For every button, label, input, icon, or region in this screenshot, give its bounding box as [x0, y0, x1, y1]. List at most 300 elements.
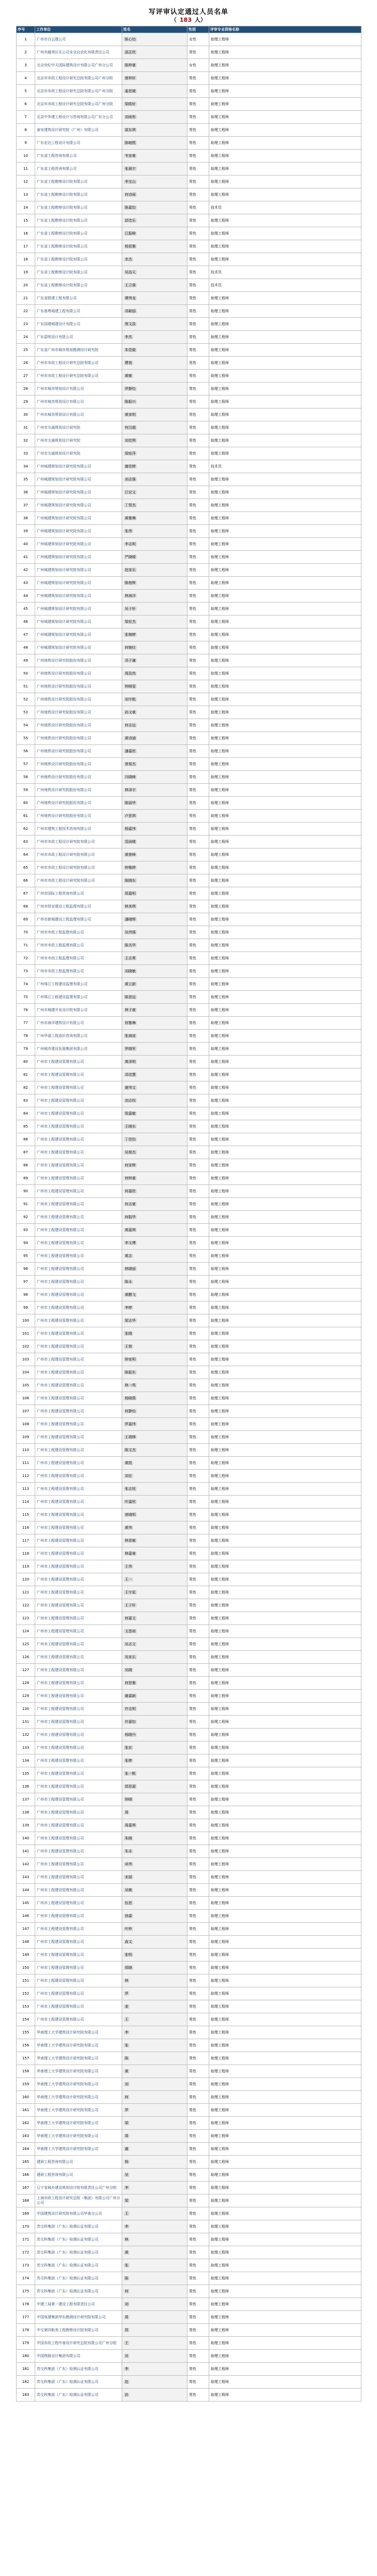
- person-name: 郑思源: [125, 1784, 136, 1789]
- person-name: 周浩然: [125, 671, 136, 676]
- cell-index: 144: [17, 1884, 35, 1897]
- cell-name: [122, 1483, 187, 1496]
- person-name: 李: [125, 2030, 128, 2035]
- person-name: 黄鹏飞: [125, 1292, 136, 1297]
- cell-index: 127: [17, 1664, 35, 1677]
- table-row: [17, 900, 361, 913]
- person-name: 王志勇: [125, 956, 136, 960]
- cell-index: 140: [17, 1832, 35, 1845]
- cell-index: 145: [17, 1897, 35, 1910]
- cell-qualification: 助理工程师: [209, 1819, 361, 1832]
- cell-unit: 广州市海洋建筑设计有限公司: [35, 1017, 122, 1030]
- cell-qualification: 助理工程师: [209, 745, 361, 758]
- cell-unit: 广东省工程咨询有限公司: [35, 163, 122, 175]
- cell-unit: 广州城建规划设计研究院有限公司: [35, 590, 122, 603]
- cell-unit: 广东省工程勘察设计院有限公司: [35, 188, 122, 201]
- cell-qualification: 助理工程师: [209, 292, 361, 305]
- cell-qualification: 助理工程师: [209, 85, 361, 98]
- table-row: [17, 1004, 361, 1017]
- cell-gender: 男性: [187, 2117, 209, 2130]
- person-name: 黄志: [125, 1253, 132, 1258]
- cell-gender: 男性: [187, 2013, 209, 2026]
- cell-qualification: 助理工程师: [209, 1418, 361, 1431]
- cell-unit: 广州市交通规划设计研究院: [35, 421, 122, 434]
- cell-index: 30: [17, 408, 35, 421]
- person-name: 林: [125, 1978, 128, 1983]
- cell-qualification: 技术员: [209, 266, 361, 279]
- cell-qualification: 助理工程师: [209, 1470, 361, 1483]
- table-row: [17, 861, 361, 874]
- cell-gender: 女性: [187, 33, 209, 46]
- cell-name: [122, 2259, 187, 2272]
- cell-name: [122, 137, 187, 150]
- person-name: 何: [125, 2289, 128, 2293]
- cell-unit: 中国市政工程中南设计研究总院有限公司广州分院: [35, 2337, 122, 2350]
- table-row: [17, 1483, 361, 1496]
- cell-index: 6: [17, 98, 35, 111]
- cell-name: [122, 1263, 187, 1276]
- cell-name: [122, 33, 187, 46]
- cell-gender: 男性: [187, 1431, 209, 1444]
- table-row: [17, 2350, 361, 2363]
- cell-qualification: 助理工程师: [209, 577, 361, 590]
- person-name: 黄伟: [125, 1525, 132, 1530]
- cell-name: [122, 978, 187, 991]
- cell-name: [122, 1547, 187, 1560]
- cell-gender: 男性: [187, 2104, 209, 2117]
- cell-qualification: 助理工程师: [209, 900, 361, 913]
- table-row: [17, 2298, 361, 2311]
- table-row: [17, 447, 361, 460]
- table-row: [17, 1664, 361, 1677]
- cell-qualification: 助理工程师: [209, 1172, 361, 1185]
- person-name: 吴俊杰: [125, 1150, 136, 1154]
- person-name: 黄立新: [125, 982, 136, 986]
- table-row: [17, 1418, 361, 1431]
- cell-unit: 广州市交通规划设计研究院: [35, 447, 122, 460]
- cell-gender: 男性: [187, 499, 209, 512]
- cell-unit: 广州华福工程造价咨询有限公司: [35, 1030, 122, 1043]
- cell-gender: 男性: [187, 1146, 209, 1159]
- person-name: 谢伟文: [125, 1085, 136, 1090]
- person-name: 杨晓丹: [125, 1732, 136, 1737]
- cell-index: 8: [17, 124, 35, 137]
- cell-name: [122, 214, 187, 227]
- table-row: [17, 1625, 361, 1638]
- cell-qualification: 助理工程师: [209, 1858, 361, 1871]
- table-row: [17, 499, 361, 512]
- roster-body: [17, 33, 361, 2402]
- cell-qualification: 助理工程师: [209, 1690, 361, 1703]
- cell-name: [122, 1599, 187, 1612]
- table-row: [17, 1431, 361, 1444]
- cell-name: [122, 1094, 187, 1107]
- cell-index: 157: [17, 2052, 35, 2065]
- person-name: 林一鸣: [125, 1383, 136, 1387]
- cell-name: [122, 1612, 187, 1625]
- person-name: 王: [125, 2017, 128, 2022]
- cell-name: [122, 227, 187, 240]
- cell-gender: 男性: [187, 1509, 209, 1521]
- cell-name: [122, 512, 187, 525]
- cell-unit: 广州市建筑工程技术咨询有限公司: [35, 823, 122, 836]
- cell-unit: 广州市工程建设管理有限公司: [35, 1832, 122, 1845]
- cell-gender: 男性: [187, 383, 209, 396]
- table-row: [17, 2117, 361, 2130]
- cell-index: 179: [17, 2337, 35, 2350]
- table-row: [17, 1379, 361, 1392]
- cell-qualification: 助理工程师: [209, 551, 361, 564]
- cell-name: [122, 1017, 187, 1030]
- cell-qualification: 助理工程师: [209, 848, 361, 861]
- person-name: 陈嘉怡: [125, 205, 136, 210]
- cell-qualification: 助理工程师: [209, 1030, 361, 1043]
- cell-index: 129: [17, 1690, 35, 1703]
- cell-gender: 男性: [187, 2311, 209, 2324]
- cell-index: 87: [17, 1146, 35, 1159]
- person-name: 黄敏: [125, 373, 132, 378]
- cell-gender: 男性: [187, 201, 209, 214]
- table-row: [17, 1496, 361, 1509]
- cell-qualification: 助理工程师: [209, 383, 361, 396]
- cell-unit: 广州地铁设计研究院股份有限公司: [35, 771, 122, 784]
- cell-name: [122, 1845, 187, 1858]
- cell-gender: 男性: [187, 2143, 209, 2156]
- cell-gender: 男性: [187, 1237, 209, 1250]
- cell-unit: 华南理工大学建筑设计研究院有限公司: [35, 2091, 122, 2104]
- table-row: [17, 2169, 361, 2182]
- cell-gender: 男性: [187, 46, 209, 59]
- cell-index: 88: [17, 1159, 35, 1172]
- person-name: 王立强: [125, 283, 136, 287]
- cell-name: [122, 2337, 187, 2350]
- cell-qualification: 助理工程师: [209, 1483, 361, 1496]
- cell-index: 25: [17, 344, 35, 357]
- cell-unit: 广州城建规划设计研究院有限公司: [35, 538, 122, 551]
- cell-gender: 男性: [187, 913, 209, 926]
- cell-unit: 广州市工程建设管理有限公司: [35, 1444, 122, 1457]
- cell-gender: 男性: [187, 1185, 209, 1198]
- cell-gender: 男性: [187, 1224, 209, 1237]
- table-row: [17, 85, 361, 98]
- table-row: [17, 1250, 361, 1263]
- cell-gender: 男性: [187, 1340, 209, 1353]
- person-name: 曾俊杰: [125, 762, 136, 766]
- person-name: 陈: [125, 2276, 128, 2280]
- cell-index: 118: [17, 1547, 35, 1560]
- table-row: [17, 874, 361, 887]
- person-name: 吴志文: [125, 1642, 136, 1646]
- cell-unit: 广州城建规划设计研究院有限公司: [35, 577, 122, 590]
- cell-unit: 广州市工程建设管理有限公司: [35, 1936, 122, 1949]
- person-name: 何嘉文: [125, 1616, 136, 1620]
- cell-qualification: 助理工程师: [209, 823, 361, 836]
- table-row: [17, 2285, 361, 2298]
- cell-index: 159: [17, 2078, 35, 2091]
- table-row: [17, 667, 361, 680]
- table-row: [17, 551, 361, 564]
- table-row: [17, 1263, 361, 1276]
- cell-name: [122, 654, 187, 667]
- cell-name: [122, 680, 187, 693]
- cell-index: 37: [17, 499, 35, 512]
- cell-unit: 建研工程咨询有限公司: [35, 2169, 122, 2182]
- cell-index: 95: [17, 1250, 35, 1263]
- cell-name: [122, 1690, 187, 1703]
- person-name: 陈振东: [125, 1370, 136, 1374]
- cell-qualification: 助理工程师: [209, 1897, 361, 1910]
- cell-index: 36: [17, 486, 35, 499]
- cell-index: 111: [17, 1457, 35, 1470]
- table-row: [17, 1405, 361, 1418]
- cell-index: 83: [17, 1094, 35, 1107]
- cell-name: [122, 2130, 187, 2143]
- cell-unit: 广东省工程勘察设计院有限公司: [35, 175, 122, 188]
- cell-qualification: 助理工程师: [209, 1056, 361, 1069]
- cell-name: [122, 1470, 187, 1483]
- cell-qualification: 助理工程师: [209, 150, 361, 163]
- cell-qualification: 助理工程师: [209, 1250, 361, 1263]
- cell-index: 146: [17, 1910, 35, 1923]
- table-row: [17, 1547, 361, 1560]
- person-name: 张海波: [125, 1033, 136, 1038]
- cell-name: [122, 1819, 187, 1832]
- cell-gender: 男性: [187, 1767, 209, 1780]
- cell-qualification: 助理工程师: [209, 1301, 361, 1314]
- cell-name: [122, 628, 187, 641]
- table-row: [17, 2389, 361, 2402]
- table-row: [17, 1224, 361, 1237]
- cell-index: 75: [17, 991, 35, 1004]
- cell-gender: 男性: [187, 421, 209, 434]
- person-name: 蔡文浩: [125, 321, 136, 326]
- table-row: [17, 1910, 361, 1923]
- person-name: 潘嘉欣: [125, 749, 136, 753]
- cell-gender: 男性: [187, 823, 209, 836]
- cell-gender: 男性: [187, 952, 209, 965]
- cell-unit: 泰安建筑设计研究院（广州）有限公司: [35, 124, 122, 137]
- cell-unit: 北京市市政工程设计研究总院有限公司广州分院: [35, 72, 122, 85]
- cell-unit: 广州市城市规划设计有限公司: [35, 383, 122, 396]
- cell-name: [122, 2078, 187, 2091]
- cell-qualification: 助理工程师: [209, 836, 361, 848]
- person-name: 林美琪: [125, 904, 136, 909]
- cell-unit: 广州市工程建设管理有限公司: [35, 1664, 122, 1677]
- cell-name: [122, 2039, 187, 2052]
- cell-gender: 男性: [187, 85, 209, 98]
- cell-unit: 中国电建集团华东勘测设计研究院有限公司: [35, 2311, 122, 2324]
- cell-gender: 男性: [187, 1987, 209, 2000]
- cell-gender: 男性: [187, 1741, 209, 1754]
- cell-index: 79: [17, 1043, 35, 1056]
- cell-gender: 男性: [187, 1444, 209, 1457]
- cell-gender: 男性: [187, 1651, 209, 1664]
- table-row: [17, 175, 361, 188]
- person-name: 刘雨彤: [125, 114, 136, 119]
- cell-index: 29: [17, 396, 35, 408]
- table-row: [17, 253, 361, 266]
- cell-qualification: 助理工程师: [209, 706, 361, 719]
- table-row: [17, 201, 361, 214]
- cell-qualification: 助理工程师: [209, 1729, 361, 1741]
- cell-name: [122, 693, 187, 706]
- cell-name: [122, 797, 187, 810]
- cell-name: [122, 1069, 187, 1081]
- cell-gender: 男性: [187, 628, 209, 641]
- person-name: 朱晓: [125, 1836, 132, 1840]
- cell-index: 169: [17, 2207, 35, 2220]
- cell-qualification: 助理工程师: [209, 1586, 361, 1599]
- cell-qualification: 助理工程师: [209, 1069, 361, 1081]
- cell-unit: 广州市工程建设管理有限公司: [35, 1729, 122, 1741]
- cell-index: 158: [17, 2065, 35, 2078]
- cell-qualification: 助理工程师: [209, 1806, 361, 1819]
- cell-gender: 男性: [187, 1871, 209, 1884]
- cell-unit: 广州市工程建设管理有限公司: [35, 1120, 122, 1133]
- cell-unit: 广州市工程建设管理有限公司: [35, 1457, 122, 1470]
- cell-name: [122, 1120, 187, 1133]
- cell-name: [122, 344, 187, 357]
- person-name: 吴子轩: [125, 606, 136, 611]
- table-row: [17, 1340, 361, 1353]
- cell-gender: 男性: [187, 2078, 209, 2091]
- cell-index: 80: [17, 1056, 35, 1069]
- table-row: [17, 460, 361, 473]
- cell-qualification: 助理工程师: [209, 2207, 361, 2220]
- cell-unit: 广州城建规划设计研究院有限公司: [35, 641, 122, 654]
- person-name: 张: [125, 2043, 128, 2047]
- person-name: 罗晓军: [125, 1046, 136, 1051]
- cell-name: [122, 1677, 187, 1690]
- person-name: 李: [125, 2185, 128, 2190]
- cell-index: 74: [17, 978, 35, 991]
- cell-unit: 广州市市政工程设计研究总院有限公司: [35, 357, 122, 370]
- cell-unit: 广州市工程建设管理有限公司: [35, 1276, 122, 1289]
- table-row: [17, 2156, 361, 2169]
- cell-unit: 广州地铁设计研究院股份有限公司: [35, 810, 122, 823]
- cell-index: 89: [17, 1172, 35, 1185]
- cell-qualification: 助理工程师: [209, 680, 361, 693]
- cell-qualification: 助理工程师: [209, 2182, 361, 2194]
- cell-index: 109: [17, 1431, 35, 1444]
- cell-qualification: 助理工程师: [209, 1340, 361, 1353]
- table-row: [17, 2246, 361, 2259]
- person-name: 丁佳怡: [125, 1137, 136, 1141]
- table-row: [17, 1612, 361, 1625]
- table-row: [17, 952, 361, 965]
- cell-index: 131: [17, 1716, 35, 1729]
- cell-gender: 男性: [187, 525, 209, 538]
- cell-name: [122, 2194, 187, 2207]
- cell-name: [122, 836, 187, 848]
- person-name: 梁宏杰: [125, 619, 136, 624]
- table-row: [17, 2026, 361, 2039]
- cell-index: 108: [17, 1418, 35, 1431]
- cell-name: [122, 1754, 187, 1767]
- cell-gender: 男性: [187, 72, 209, 85]
- cell-qualification: 助理工程师: [209, 1974, 361, 1987]
- cell-unit: 广州市工程建设管理有限公司: [35, 1625, 122, 1638]
- cell-index: 85: [17, 1120, 35, 1133]
- cell-unit: 广州地铁设计研究院股份有限公司: [35, 693, 122, 706]
- cell-name: [122, 1314, 187, 1327]
- cell-gender: 男性: [187, 1780, 209, 1793]
- cell-index: 21: [17, 292, 35, 305]
- cell-qualification: 助理工程师: [209, 1314, 361, 1327]
- person-name: 吴敏: [125, 1887, 132, 1892]
- cell-gender: 男性: [187, 2246, 209, 2259]
- person-name: 罗嘉伟: [125, 1422, 136, 1426]
- cell-gender: 男性: [187, 1534, 209, 1547]
- cell-name: [122, 1897, 187, 1910]
- cell-qualification: 助理工程师: [209, 887, 361, 900]
- cell-index: 32: [17, 434, 35, 447]
- person-name: 何志豪: [125, 1202, 136, 1206]
- page-subtitle: [0, 16, 377, 24]
- person-name: 许志明: [125, 1706, 136, 1711]
- cell-qualification: 助理工程师: [209, 1444, 361, 1457]
- person-name: 赵家乐: [125, 567, 136, 572]
- cell-unit: 广东省工程勘察设计院有限公司: [35, 227, 122, 240]
- table-row: [17, 771, 361, 784]
- cell-name: [122, 85, 187, 98]
- cell-qualification: 助理工程师: [209, 603, 361, 616]
- cell-qualification: 助理工程师: [209, 2246, 361, 2259]
- cell-unit: 苏交科集团（广东）检测认证有限公司: [35, 2376, 122, 2389]
- cell-unit: 广州市工程建设管理有限公司: [35, 1949, 122, 1962]
- cell-gender: 男性: [187, 512, 209, 525]
- cell-index: 13: [17, 188, 35, 201]
- cell-gender: 男性: [187, 978, 209, 991]
- table-row: [17, 2376, 361, 2389]
- table-row: [17, 2130, 361, 2143]
- cell-name: [122, 150, 187, 163]
- cell-gender: 男性: [187, 2169, 209, 2182]
- cell-unit: 北京市市政工程设计研究总院有限公司广州分院: [35, 85, 122, 98]
- cell-gender: 男性: [187, 564, 209, 577]
- person-name: 钟晓雯: [125, 684, 136, 689]
- person-name: 陈心怡: [125, 37, 136, 41]
- cell-index: 3: [17, 59, 35, 72]
- cell-gender: 男性: [187, 641, 209, 654]
- cell-index: 45: [17, 603, 35, 616]
- cell-unit: 华南理工大学建筑设计研究院有限公司: [35, 2026, 122, 2039]
- cell-unit: 广州市工程建设管理有限公司: [35, 1263, 122, 1276]
- cell-qualification: 助理工程师: [209, 1923, 361, 1936]
- cell-gender: 男性: [187, 797, 209, 810]
- cell-name: [122, 1004, 187, 1017]
- cell-unit: 广州城建规划设计研究院有限公司: [35, 551, 122, 564]
- cell-unit: 广州市工程建设管理有限公司: [35, 1677, 122, 1690]
- cell-gender: 男性: [187, 460, 209, 473]
- person-name: 宋丽: [125, 1875, 132, 1879]
- cell-unit: 北京中外建工程设计与咨询有限公司广东分公司: [35, 111, 122, 124]
- person-name: 吴伟强: [125, 930, 136, 934]
- cell-index: 139: [17, 1819, 35, 1832]
- cell-name: [122, 2272, 187, 2285]
- person-name: 潘晓辉: [125, 917, 136, 921]
- cell-gender: 男性: [187, 1819, 209, 1832]
- cell-unit: 苏交科集团（广东）检测认证有限公司: [35, 2233, 122, 2246]
- person-name: 梁: [125, 2198, 128, 2203]
- cell-qualification: 助理工程师: [209, 1004, 361, 1017]
- cell-gender: 男性: [187, 1159, 209, 1172]
- cell-unit: 广州市市政工程设计研究院有限公司: [35, 861, 122, 874]
- table-row: [17, 784, 361, 797]
- cell-name: [122, 1521, 187, 1534]
- cell-qualification: 助理工程师: [209, 2104, 361, 2117]
- cell-gender: 男性: [187, 1521, 209, 1534]
